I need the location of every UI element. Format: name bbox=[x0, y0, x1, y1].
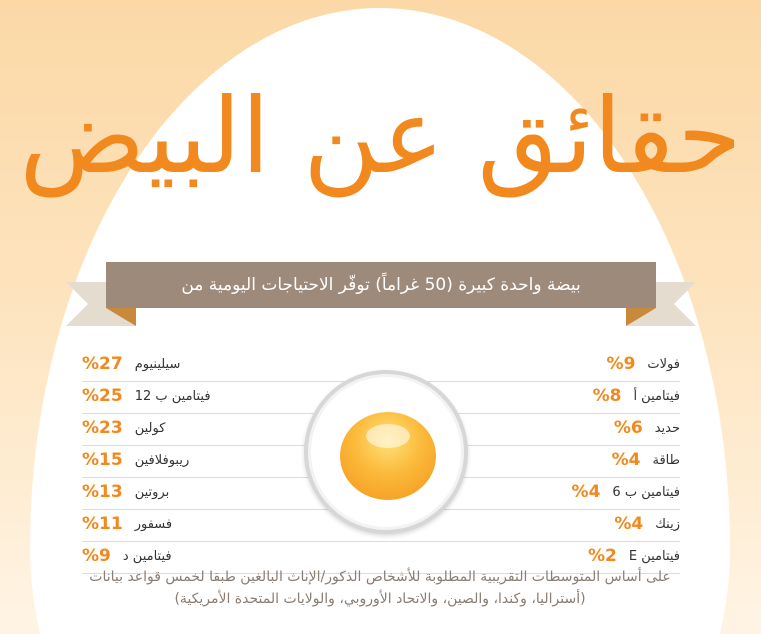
nutrient-label: فيتامين أ bbox=[633, 388, 680, 404]
nutrient-right bbox=[572, 482, 680, 502]
nutrient-label: كولين bbox=[134, 420, 166, 436]
nutrient-label: فيتامين ب 12 bbox=[134, 388, 211, 404]
nutrient-percent: %25 bbox=[82, 386, 123, 406]
nutrient-percent: %2 bbox=[587, 546, 617, 566]
nutrient-label: فيتامين E bbox=[628, 548, 680, 564]
nutrient-left bbox=[82, 482, 169, 502]
nutrient-left bbox=[82, 450, 189, 470]
nutrient-percent: %9 bbox=[82, 546, 111, 566]
nutrient-percent: %4 bbox=[571, 482, 601, 502]
nutrient-right bbox=[607, 354, 680, 374]
nutrient-label: زينك bbox=[655, 516, 680, 532]
footer-line-1: على أساس المتوسطات التقريبية المطلوبة للأشخاص الذكور/الإناث البالغين طبقا لخمس قواعد بيانات bbox=[89, 569, 671, 585]
nutrient-label: فيتامين د bbox=[122, 548, 172, 564]
page-title: حقائق عن البيض bbox=[19, 75, 742, 197]
nutrient-label: ريبوفلافين bbox=[134, 452, 190, 468]
nutrient-left bbox=[82, 386, 211, 406]
nutrient-percent: %13 bbox=[82, 482, 123, 502]
nutrient-label: حديد bbox=[654, 420, 680, 436]
nutrient-label: طاقة bbox=[652, 452, 680, 468]
footer-note bbox=[40, 566, 720, 610]
nutrient-percent: %9 bbox=[606, 354, 636, 374]
nutrient-percent: %23 bbox=[82, 418, 123, 438]
nutrient-right bbox=[612, 450, 680, 470]
nutrient-label: بروتين bbox=[134, 484, 170, 500]
nutrient-right bbox=[593, 386, 680, 406]
nutrient-percent: %6 bbox=[613, 418, 643, 438]
nutrient-percent: %4 bbox=[614, 514, 644, 534]
nutrient-left bbox=[82, 514, 172, 534]
nutrient-right bbox=[614, 514, 680, 534]
nutrient-label: سيلينيوم bbox=[134, 356, 181, 372]
ribbon-banner bbox=[66, 262, 696, 330]
yolk-highlight bbox=[366, 424, 410, 448]
nutrient-label: فسفور bbox=[134, 516, 173, 532]
nutrient-right bbox=[614, 418, 680, 438]
banner-text: بيضة واحدة كبيرة (50 غراماً) توفّر الاحتياجات اليومية من bbox=[106, 262, 656, 308]
nutrient-percent: %4 bbox=[611, 450, 641, 470]
nutrient-percent: %15 bbox=[82, 450, 123, 470]
nutrient-left bbox=[82, 546, 172, 566]
nutrient-percent: %8 bbox=[592, 386, 622, 406]
nutrient-left bbox=[82, 354, 180, 374]
nutrient-label: فيتامين ب 6 bbox=[612, 484, 680, 500]
footer-line-2: (أستراليا، وكندا، والصين، والاتحاد الأوروبي، والولايات المتحدة الأمريكية) bbox=[174, 591, 586, 607]
nutrient-label: فولات bbox=[647, 356, 680, 372]
nutrient-percent: %27 bbox=[82, 354, 123, 374]
nutrient-percent: %11 bbox=[82, 514, 123, 534]
nutrient-left bbox=[82, 418, 165, 438]
nutrient-right bbox=[588, 546, 680, 566]
